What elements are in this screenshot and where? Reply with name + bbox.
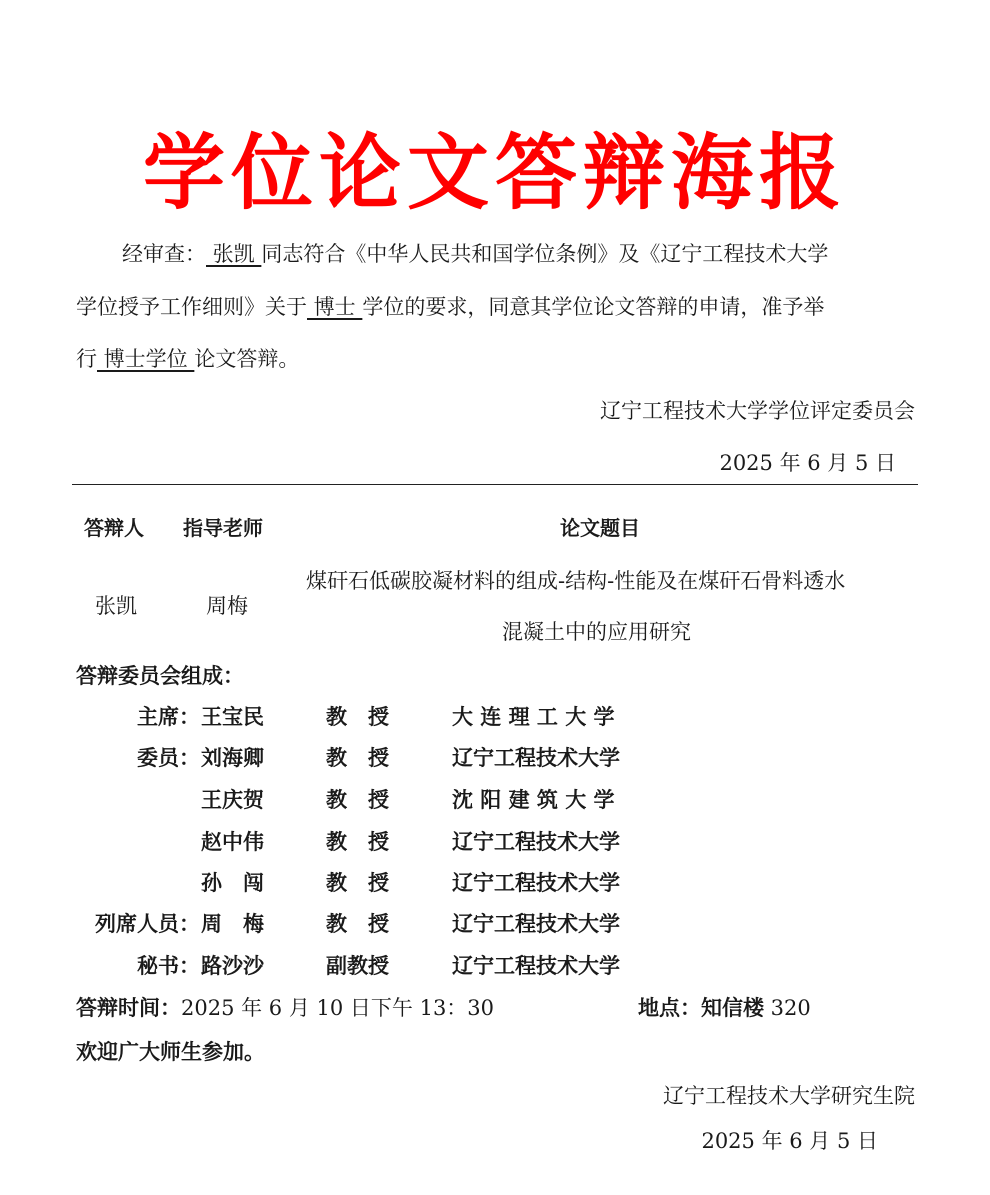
intro-line-3: [76, 343, 299, 373]
intro-prefix-3: 行: [76, 347, 97, 371]
candidate-name: 张凯: [206, 242, 262, 266]
member-org: 辽宁工程技术大学: [452, 954, 620, 978]
member-org: 沈 阳 建 筑 大 学: [452, 788, 615, 812]
row-topic-line-1: 煤矸石低碳胶凝材料的组成-结构-性能及在煤矸石骨料透水: [306, 569, 846, 593]
committee-signature: 辽宁工程技术大学学位评定委员会: [600, 399, 915, 423]
divider: [72, 484, 918, 485]
place-value: 320: [764, 996, 811, 1020]
header-advisor: 指导老师: [183, 516, 263, 540]
committee-heading: 答辩委员会组成：: [76, 664, 244, 688]
defense-place: [638, 992, 811, 1022]
defense-time: [76, 992, 494, 1022]
time-value: 2025 年 6 月 10 日下午 13：30: [181, 996, 495, 1020]
degree-name: 博士: [307, 295, 363, 319]
member-name: 赵中伟: [201, 830, 264, 854]
member-org: 辽宁工程技术大学: [452, 871, 620, 895]
intro-prefix: 经审查：: [122, 242, 206, 266]
member-org: 大 连 理 工 大 学: [452, 705, 615, 729]
member-name: 路沙沙: [201, 954, 264, 978]
member-name: 王宝民: [201, 705, 264, 729]
member-rank: 副教授: [326, 954, 389, 978]
row-topic-line-2: 混凝土中的应用研究: [502, 620, 691, 644]
member-rank: 教 授: [326, 746, 389, 770]
member-name: 刘海卿: [201, 746, 264, 770]
welcome-text: 欢迎广大师生参加。: [76, 1040, 265, 1064]
member-rank: 教 授: [326, 788, 389, 812]
degree-full: 博士学位: [97, 347, 195, 371]
member-org: 辽宁工程技术大学: [452, 912, 620, 936]
footer-org: 辽宁工程技术大学研究生院: [663, 1084, 915, 1108]
footer-date: 2025 年 6 月 5 日: [701, 1129, 878, 1153]
intro-suffix-3: 论文答辩。: [194, 347, 300, 371]
member-name: 周 梅: [201, 912, 264, 936]
intro-suffix: 同志符合《中华人民共和国学位条例》及《辽宁工程技术大学: [261, 242, 829, 266]
intro-line-1: [122, 238, 828, 268]
member-rank: 教 授: [326, 871, 389, 895]
member-rank: 教 授: [326, 705, 389, 729]
member-org: 辽宁工程技术大学: [452, 830, 620, 854]
member-name: 孙 闯: [201, 871, 264, 895]
header-candidate: 答辩人: [84, 516, 144, 540]
member-name: 王庆贺: [201, 788, 264, 812]
member-org: 辽宁工程技术大学: [452, 746, 620, 770]
intro-line-2: [76, 291, 824, 321]
row-advisor: 周梅: [206, 594, 248, 618]
poster-title: 学位论文答辩海报: [142, 125, 847, 221]
place-label: 地点：知信楼: [638, 996, 764, 1020]
row-candidate: 张凯: [95, 594, 137, 618]
member-role: 秘书：: [137, 954, 200, 978]
committee-date: 2025 年 6 月 5 日: [719, 451, 896, 475]
time-label: 答辩时间：: [76, 996, 181, 1020]
member-role: 委员：: [137, 746, 200, 770]
intro-prefix-2: 学位授予工作细则》关于: [76, 295, 307, 319]
member-rank: 教 授: [326, 830, 389, 854]
member-rank: 教 授: [326, 912, 389, 936]
intro-suffix-2: 学位的要求，同意其学位论文答辩的申请，准予举: [362, 295, 825, 319]
member-role: 列席人员：: [95, 912, 200, 936]
header-topic: 论文题目: [560, 516, 640, 540]
member-role: 主席：: [137, 705, 200, 729]
